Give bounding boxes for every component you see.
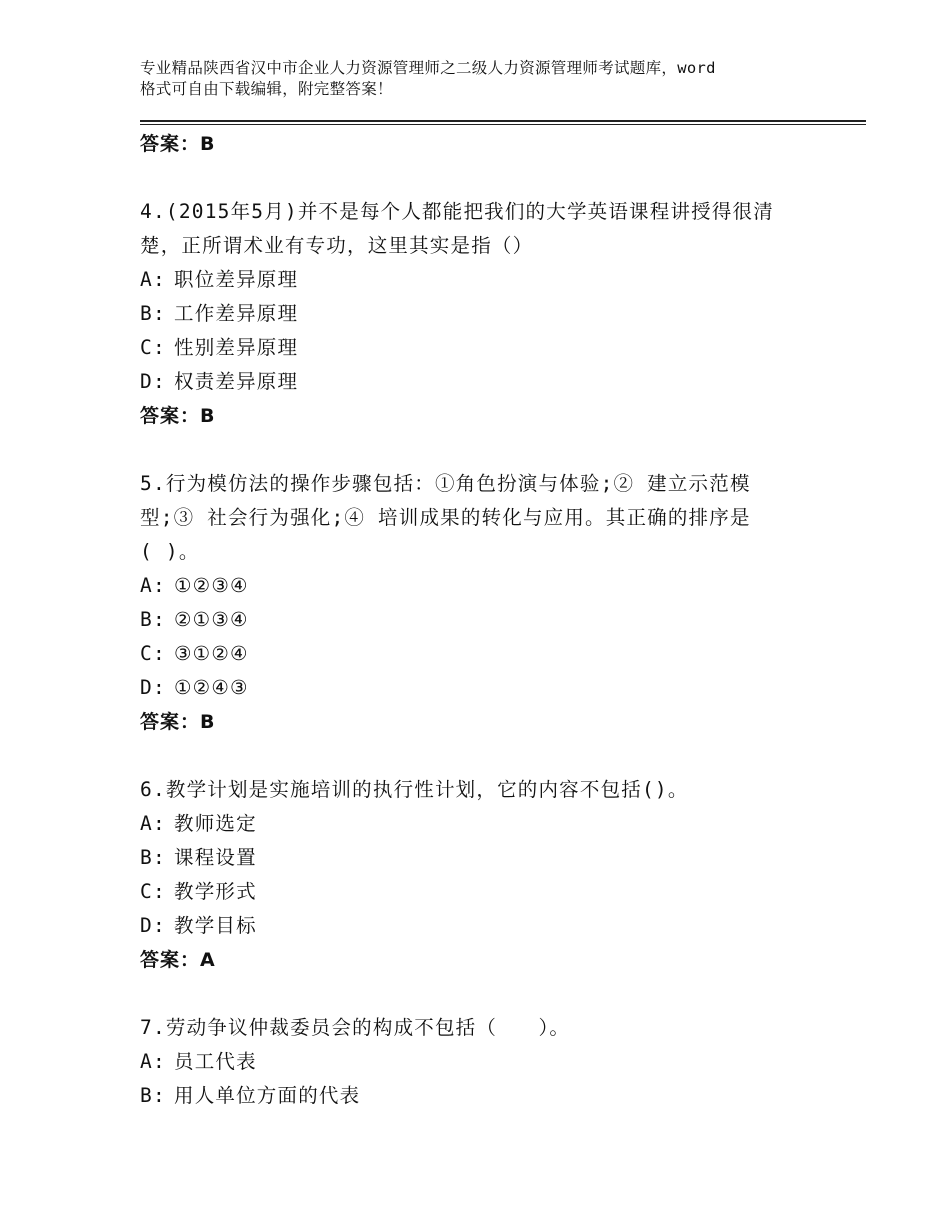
option-letter: B: bbox=[140, 608, 166, 631]
option-d bbox=[140, 909, 840, 943]
option-a bbox=[140, 569, 840, 603]
option-text: ①②④③ bbox=[174, 676, 249, 699]
question-4 bbox=[140, 195, 840, 433]
option-letter: C: bbox=[140, 336, 166, 359]
option-text: 职位差异原理 bbox=[174, 268, 299, 291]
option-letter: D: bbox=[140, 914, 166, 937]
option-d bbox=[140, 365, 840, 399]
question-text-line: 6.教学计划是实施培训的执行性计划，它的内容不包括()。 bbox=[140, 778, 689, 801]
option-c bbox=[140, 637, 840, 671]
option-text: 用人单位方面的代表 bbox=[174, 1084, 361, 1107]
question-5 bbox=[140, 467, 840, 739]
option-text: 教学形式 bbox=[174, 880, 257, 903]
option-c bbox=[140, 331, 840, 365]
option-text: 教师选定 bbox=[174, 812, 257, 835]
option-text: 教学目标 bbox=[174, 914, 257, 937]
question-text-line: 楚，正所谓术业有专功，这里其实是指（） bbox=[140, 234, 534, 257]
option-text: 性别差异原理 bbox=[174, 336, 299, 359]
option-b bbox=[140, 1079, 840, 1113]
option-letter: D: bbox=[140, 676, 166, 699]
document-header bbox=[140, 58, 840, 100]
option-letter: C: bbox=[140, 880, 166, 903]
document-body bbox=[140, 127, 840, 1113]
option-letter: C: bbox=[140, 642, 166, 665]
option-text: 权责差异原理 bbox=[174, 370, 299, 393]
option-letter: A: bbox=[140, 574, 166, 597]
answer-label: 答案：A bbox=[140, 949, 216, 971]
option-d bbox=[140, 671, 840, 705]
option-letter: B: bbox=[140, 846, 166, 869]
question-text-line: 4.(2015年5月)并不是每个人都能把我们的大学英语课程讲授得很清 bbox=[140, 200, 774, 223]
option-text: ②①③④ bbox=[174, 608, 249, 631]
option-b bbox=[140, 841, 840, 875]
question-text-line: 5.行为模仿法的操作步骤包括：①角色扮演与体验;② 建立示范模 bbox=[140, 472, 751, 495]
option-letter: A: bbox=[140, 268, 166, 291]
question-6 bbox=[140, 773, 840, 977]
question-text-line: 7.劳动争议仲裁委员会的构成不包括（ ）。 bbox=[140, 1016, 571, 1039]
option-text: ③①②④ bbox=[174, 642, 249, 665]
option-a bbox=[140, 263, 840, 297]
option-text: 员工代表 bbox=[174, 1050, 257, 1073]
answer-label: 答案：B bbox=[140, 405, 216, 427]
option-text: ①②③④ bbox=[174, 574, 249, 597]
option-letter: B: bbox=[140, 302, 166, 325]
question-text-line: 型;③ 社会行为强化;④ 培训成果的转化与应用。其正确的排序是 bbox=[140, 506, 751, 529]
option-b bbox=[140, 603, 840, 637]
answer-label: 答案：B bbox=[140, 711, 216, 733]
option-letter: A: bbox=[140, 812, 166, 835]
option-text: 工作差异原理 bbox=[174, 302, 299, 325]
header-rule-thick bbox=[140, 120, 866, 122]
option-letter: A: bbox=[140, 1050, 166, 1073]
option-text: 课程设置 bbox=[174, 846, 257, 869]
answer-label: 答案：B bbox=[140, 133, 216, 155]
option-letter: D: bbox=[140, 370, 166, 393]
option-letter: B: bbox=[140, 1084, 166, 1107]
header-rule-thin bbox=[140, 124, 866, 125]
header-line-1: 专业精品陕西省汉中市企业人力资源管理师之二级人力资源管理师考试题库，word bbox=[140, 59, 716, 77]
question-text-line: ( )。 bbox=[140, 540, 200, 563]
option-a bbox=[140, 807, 840, 841]
question-7 bbox=[140, 1011, 840, 1113]
option-a bbox=[140, 1045, 840, 1079]
header-line-2: 格式可自由下载编辑，附完整答案！ bbox=[140, 80, 393, 98]
option-c bbox=[140, 875, 840, 909]
option-b bbox=[140, 297, 840, 331]
